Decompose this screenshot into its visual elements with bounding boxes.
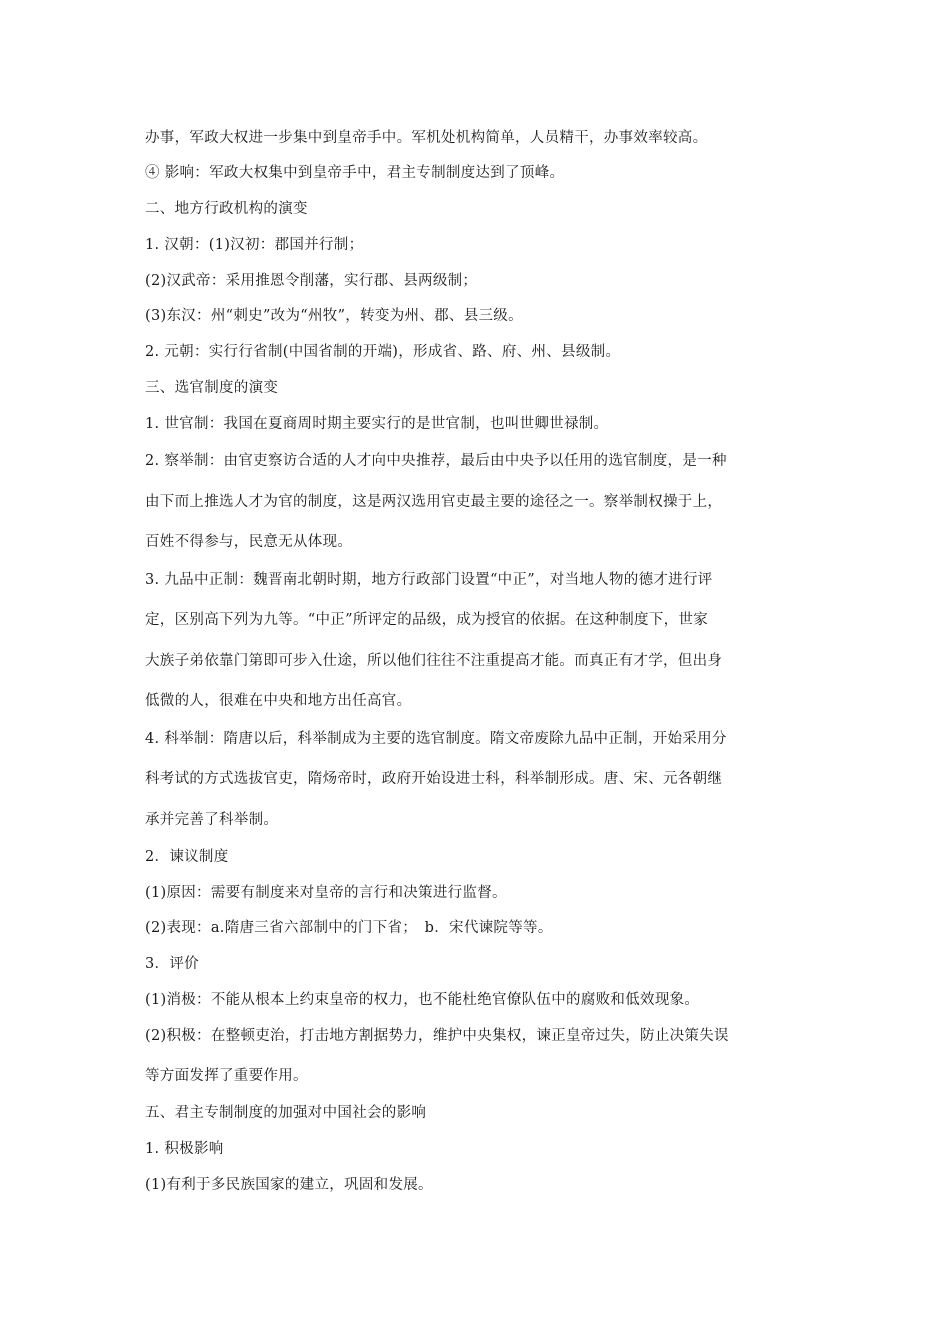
text-line: 2. 元朝：实行行省制(中国省制的开端)，形成省、路、府、州、县级制。 bbox=[145, 344, 621, 360]
text-line: 2. 察举制：由官吏察访合适的人才向中央推荐，最后由中央予以任用的选官制度，是一种 bbox=[145, 453, 727, 469]
text-line: 承并完善了科举制。 bbox=[145, 812, 279, 828]
text-line: 大族子弟依靠门第即可步入仕途，所以他们往往不注重提高才能。而真正有才学，但出身 bbox=[145, 653, 723, 669]
text-line: 由下而上推选人才为官的制度，这是两汉选用官吏最主要的途径之一。察举制权操于上， bbox=[145, 494, 723, 510]
text-line: (2)积极：在整顿吏治，打击地方割据势力，维护中央集权，谏正皇帝过失，防止决策失误 bbox=[145, 1028, 729, 1044]
text-line: 办事，军政大权进一步集中到皇帝手中。军机处机构简单，人员精干，办事效率较高。 bbox=[145, 130, 708, 146]
text-line: (3)东汉：州“刺史”改为“州牧”，转变为州、郡、县三级。 bbox=[145, 308, 523, 324]
text-line: ④ 影响：军政大权集中到皇帝手中，君主专制制度达到了顶峰。 bbox=[145, 165, 565, 181]
section-heading: 五、君主专制制度的加强对中国社会的影响 bbox=[145, 1105, 427, 1121]
text-line: 1. 世官制：我国在夏商周时期主要实行的是世官制，也叫世卿世禄制。 bbox=[145, 416, 609, 432]
text-line: (1)消极：不能从根本上约束皇帝的权力，也不能杜绝官僚队伍中的腐败和低效现象。 bbox=[145, 992, 700, 1008]
text-line: (2)表现：a.隋唐三省六部制中的门下省； b．宋代谏院等等。 bbox=[145, 920, 553, 936]
section-heading: 2．谏议制度 bbox=[145, 849, 229, 865]
text-line: 等方面发挥了重要作用。 bbox=[145, 1068, 308, 1084]
text-line: (1)原因：需要有制度来对皇帝的言行和决策进行监督。 bbox=[145, 885, 507, 901]
text-line: 定，区别高下列为九等。“中正”所评定的品级，成为授官的依据。在这种制度下，世家 bbox=[145, 612, 709, 628]
text-line: 百姓不得参与，民意无从体现。 bbox=[145, 534, 353, 550]
section-heading: 3．评价 bbox=[145, 956, 199, 972]
section-heading: 二、地方行政机构的演变 bbox=[145, 201, 308, 217]
text-line: 4. 科举制：隋唐以后，科举制成为主要的选官制度。隋文帝废除九品中正制，开始采用分 bbox=[145, 731, 727, 747]
text-line: (2)汉武帝：采用推恩令削藩，实行郡、县两级制； bbox=[145, 273, 478, 289]
text-line: 3. 九品中正制：魏晋南北朝时期，地方行政部门设置“中正”，对当地人物的德才进行评 bbox=[145, 572, 713, 588]
text-line: 科考试的方式选拔官吏，隋炀帝时，政府开始设进士科，科举制形成。唐、宋、元各朝继 bbox=[145, 771, 723, 787]
text-line: 1. 积极影响 bbox=[145, 1141, 224, 1157]
section-heading: 三、选官制度的演变 bbox=[145, 380, 279, 396]
text-line: 1. 汉朝：(1)汉初：郡国并行制； bbox=[145, 237, 364, 253]
text-line: 低微的人，很难在中央和地方出任高官。 bbox=[145, 693, 412, 709]
text-line: (1)有利于多民族国家的建立，巩固和发展。 bbox=[145, 1177, 433, 1193]
